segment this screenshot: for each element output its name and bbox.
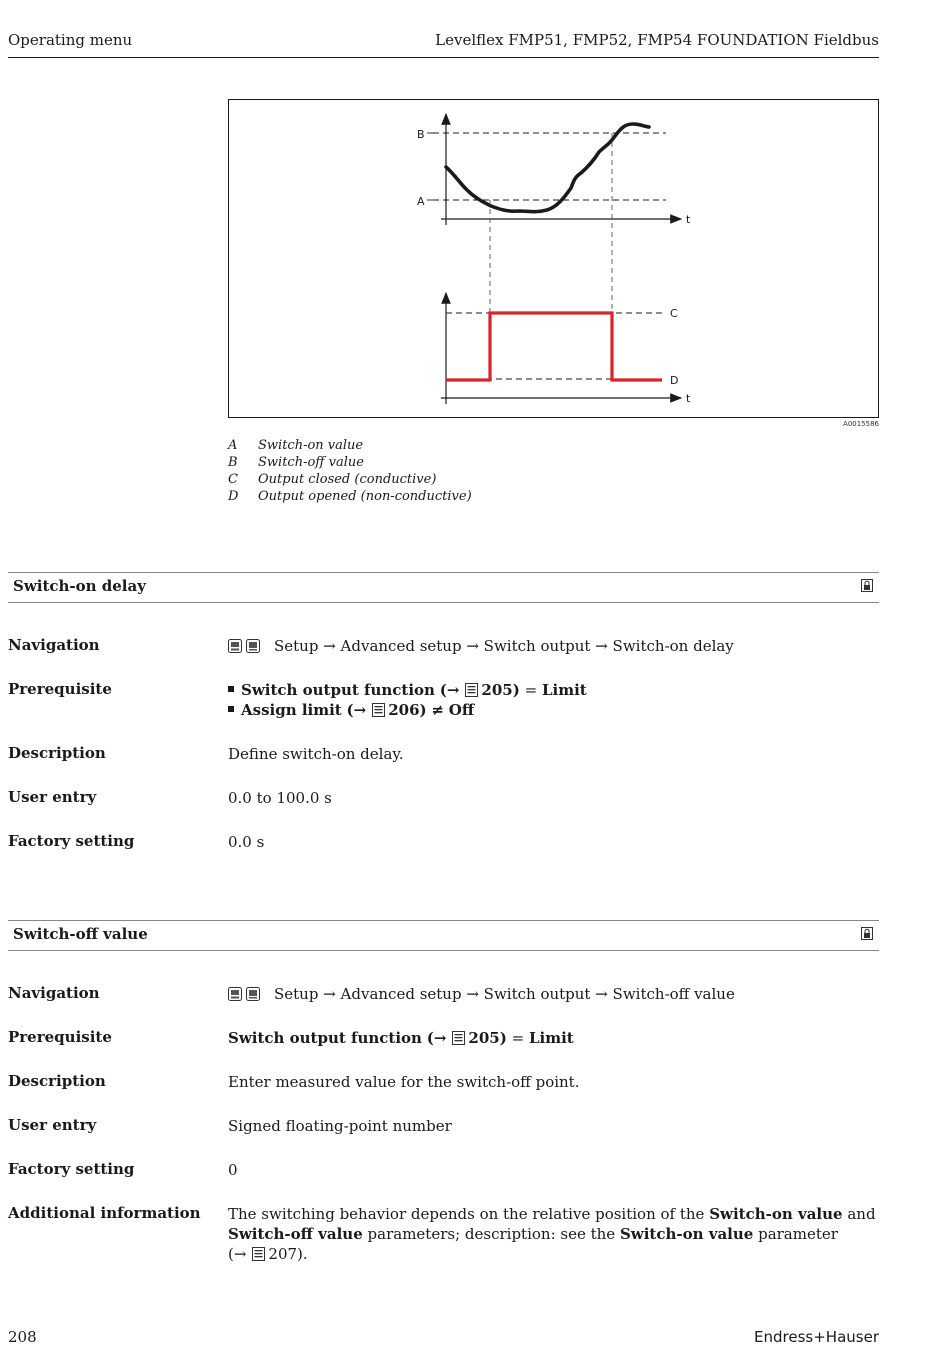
switching-diagram-svg [229, 100, 878, 417]
description-label: Description [8, 744, 106, 762]
header-rule [8, 57, 879, 58]
switching-diagram [228, 99, 879, 418]
user-entry-value: Signed floating-point number [228, 1117, 452, 1135]
page-link[interactable]: 205) [481, 681, 520, 699]
section-switch-off-value-header [8, 920, 879, 951]
legend-item: B Switch-off value [228, 455, 364, 470]
page-link[interactable]: 206) [388, 701, 427, 719]
header-section-title: Operating menu [8, 31, 133, 49]
label-a: A [417, 195, 425, 208]
page-link[interactable]: 205) [468, 1029, 507, 1047]
prerequisite-list [228, 680, 587, 720]
header-document-title: Levelflex FMP51, FMP52, FMP54 FOUNDATION Fieldbus [435, 31, 879, 49]
legend-item: C Output closed (conductive) [228, 472, 437, 487]
bullet-icon [228, 686, 234, 692]
factory-setting-label: Factory setting [8, 832, 135, 850]
navigation-path: Setup → Advanced setup → Switch output → Switch-off value [274, 985, 735, 1003]
output-signal [446, 313, 662, 380]
lock-icon [861, 579, 873, 592]
prerequisite-item: Switch output function (→ 205) = Limit [228, 680, 587, 700]
navigation-path: Setup → Advanced setup → Switch output → Switch-on delay [274, 637, 734, 655]
prerequisite-label: Prerequisite [8, 1028, 112, 1046]
label-d: D [670, 374, 679, 387]
navigation-value [228, 984, 735, 1004]
prerequisite-item: Assign limit (→ 206) ≠ Off [228, 700, 587, 720]
section-title: Switch-on delay [13, 577, 146, 595]
legend-item: D Output opened (non-conductive) [228, 489, 472, 504]
legend-item: A Switch-on value [228, 438, 364, 453]
lock-icon [861, 927, 873, 940]
page-reference-icon [465, 683, 478, 697]
navigation-label: Navigation [8, 984, 100, 1002]
page-reference-icon [252, 1247, 265, 1261]
label-c: C [670, 307, 678, 320]
measured-value-curve [446, 124, 649, 212]
page-reference-icon [452, 1031, 465, 1045]
page-reference-icon [372, 703, 385, 717]
bullet-icon [228, 706, 234, 712]
user-entry-label: User entry [8, 1116, 97, 1134]
label-t-upper: t [686, 213, 691, 226]
user-entry-label: User entry [8, 788, 97, 806]
label-b: B [417, 128, 425, 141]
figure-code: A0015586 [843, 420, 879, 428]
navigation-value [228, 636, 734, 656]
prerequisite-label: Prerequisite [8, 680, 112, 698]
section-switch-on-delay-header [8, 572, 879, 603]
brand-logo: Endress+Hauser [754, 1328, 879, 1346]
page-link[interactable]: 207). [268, 1245, 308, 1263]
factory-setting-value: 0 [228, 1161, 238, 1179]
factory-setting-label: Factory setting [8, 1160, 135, 1178]
description-value: Enter measured value for the switch-off point. [228, 1073, 580, 1091]
page-number: 208 [8, 1328, 37, 1346]
user-entry-value: 0.0 to 100.0 s [228, 789, 332, 807]
navigation-label: Navigation [8, 636, 100, 654]
label-t-lower: t [686, 392, 691, 405]
factory-setting-value: 0.0 s [228, 833, 265, 851]
description-value: Define switch-on delay. [228, 745, 404, 763]
navigation-icon [228, 987, 262, 1001]
description-label: Description [8, 1072, 106, 1090]
section-title: Switch-off value [13, 925, 148, 943]
navigation-icon [228, 639, 262, 653]
prerequisite-value: Switch output function (→ 205) = Limit [228, 1029, 574, 1047]
figure-legend [228, 437, 472, 505]
additional-information-value: The switching behavior depends on the relative position of the Switch-on value and Switch-off value parameters; description: see the Switch-on value parameter (→ 207). [228, 1205, 876, 1263]
additional-information-label: Additional information [8, 1204, 201, 1222]
